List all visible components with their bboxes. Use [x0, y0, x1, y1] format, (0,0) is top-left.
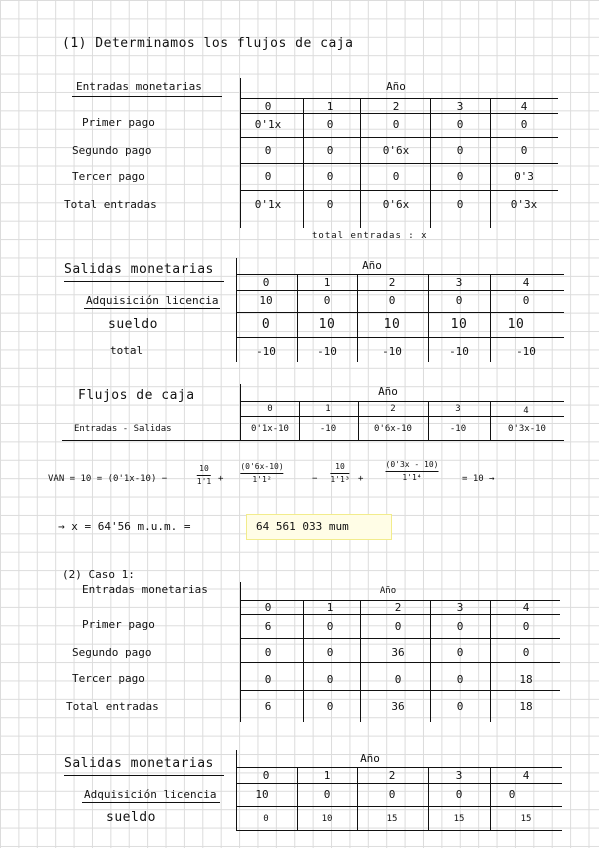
cell: 0'1x — [254, 118, 282, 131]
total-entradas-note: total entradas : x — [312, 231, 428, 241]
cell: -10 — [317, 345, 337, 358]
cell: 0 — [455, 294, 463, 307]
result-boxed: 64 561 033 mum — [256, 520, 349, 533]
row-label: Tercer pago — [72, 170, 145, 183]
van-lhs: VAN = 10 = (0'1x-10) − — [48, 474, 168, 484]
row-label: Total entradas — [66, 700, 159, 713]
year-3: 3 — [455, 769, 463, 782]
cell: 0 — [456, 700, 464, 713]
section1-title: (1) Determinamos los flujos de caja — [62, 36, 354, 51]
cell: 0 — [456, 620, 464, 633]
denominator: 1'1 — [196, 477, 212, 486]
van-fraction-3 — [330, 462, 349, 485]
row-label: sueldo — [106, 810, 156, 825]
year-label: Año — [360, 752, 380, 765]
cell: 15 — [386, 814, 398, 824]
cell: 0'3 — [514, 170, 534, 183]
row-label: Total entradas — [64, 198, 157, 211]
entradas-header: Entradas monetarias — [82, 583, 208, 596]
cell: 36 — [391, 700, 405, 713]
year-2: 2 — [394, 601, 402, 614]
row-label: sueldo — [108, 317, 158, 332]
year-0: 0 — [262, 769, 270, 782]
year-4: 4 — [522, 276, 530, 289]
cell: 6 — [264, 700, 272, 713]
row-label: Segundo pago — [72, 646, 152, 659]
cell: 0 — [323, 294, 331, 307]
cell: 0 — [261, 317, 271, 332]
year-1: 1 — [326, 100, 334, 113]
row-label: Primer pago — [82, 618, 155, 631]
year-0: 0 — [262, 276, 270, 289]
row-label: Tercer pago — [72, 672, 145, 685]
cell: 0 — [508, 788, 516, 801]
cell: 0'3x — [510, 198, 538, 211]
cell: 0 — [326, 198, 334, 211]
year-0: 0 — [267, 404, 273, 414]
numerator: 10 — [199, 464, 209, 473]
cell: 36 — [391, 646, 405, 659]
cell: 0 — [326, 118, 334, 131]
year-1: 1 — [325, 404, 331, 414]
cell: 0 — [520, 118, 528, 131]
cell: 10 — [383, 317, 401, 332]
year-2: 2 — [392, 100, 400, 113]
year-1: 1 — [323, 276, 331, 289]
row-label: Segundo pago — [72, 144, 152, 157]
entradas-header: Entradas monetarias — [76, 80, 202, 93]
cell: 0'6x-10 — [374, 424, 412, 434]
cell: -10 — [449, 424, 467, 434]
row-label: Adquisición licencia — [84, 788, 217, 801]
cell: 0 — [522, 646, 530, 659]
year-4: 4 — [522, 769, 530, 782]
row-label: Entradas - Salidas — [74, 424, 172, 434]
cell: 0 — [520, 144, 528, 157]
cell: 15 — [520, 814, 532, 824]
year-label: Año — [362, 259, 382, 272]
cell: 0 — [263, 814, 269, 824]
year-2: 2 — [388, 276, 396, 289]
salidas-header: Salidas monetarias — [64, 756, 214, 771]
cell: 10 — [507, 317, 525, 332]
section2-title: (2) Caso 1: — [62, 568, 135, 581]
numerator: (0'6x-10) — [240, 462, 284, 471]
result-text: → x = 64'56 m.u.m. = — [58, 520, 191, 533]
cell: 0 — [394, 673, 402, 686]
flujos-header: Flujos de caja — [78, 388, 195, 403]
cell: 0 — [456, 198, 464, 211]
year-2: 2 — [388, 769, 396, 782]
cell: 0 — [392, 118, 400, 131]
van-fraction-4 — [386, 460, 439, 483]
year-0: 0 — [264, 601, 272, 614]
cell: 10 — [450, 317, 468, 332]
year-3: 3 — [455, 276, 463, 289]
cell: 0 — [388, 788, 396, 801]
cell: 10 — [321, 814, 333, 824]
year-label: Año — [386, 80, 406, 93]
cell: 0 — [456, 646, 464, 659]
cell: 0 — [326, 144, 334, 157]
row-label: Adquisición licencia — [86, 294, 219, 307]
cell: 18 — [519, 673, 533, 686]
cell: 0 — [456, 144, 464, 157]
cell: 0'3x-10 — [508, 424, 546, 434]
row-label: total — [110, 344, 144, 357]
cell: 0 — [388, 294, 396, 307]
cell: -10 — [319, 424, 337, 434]
plus-sign: + — [218, 474, 224, 484]
cell: 0 — [326, 620, 334, 633]
denominator: 1'1² — [252, 475, 272, 484]
year-3: 3 — [455, 404, 461, 414]
year-3: 3 — [456, 100, 464, 113]
plus-sign: + — [358, 474, 364, 484]
year-4: 4 — [523, 406, 529, 416]
year-1: 1 — [326, 601, 334, 614]
cell: 10 — [318, 317, 336, 332]
numerator: 10 — [335, 462, 345, 471]
cell: 10 — [255, 788, 269, 801]
cell: 0 — [264, 646, 272, 659]
cell: 0'6x — [382, 144, 410, 157]
cell: 0 — [264, 673, 272, 686]
row-label: Primer pago — [82, 116, 155, 129]
cell: -10 — [516, 345, 536, 358]
cell: 0'1x-10 — [251, 424, 289, 434]
cell: 0 — [456, 118, 464, 131]
van-fraction-2 — [240, 462, 283, 485]
cell: 0 — [326, 646, 334, 659]
cell: 0 — [326, 700, 334, 713]
cell: 0 — [456, 170, 464, 183]
cell: 0 — [323, 788, 331, 801]
salidas-header: Salidas monetarias — [64, 262, 214, 277]
cell: -10 — [256, 345, 276, 358]
cell: 0 — [394, 620, 402, 633]
year-label: Año — [379, 586, 397, 596]
numerator: (0'3x - 10) — [385, 460, 439, 469]
van-rhs: = 10 → — [462, 474, 495, 484]
cell: 0'6x — [382, 198, 410, 211]
cell: 0 — [264, 170, 272, 183]
year-1: 1 — [323, 769, 331, 782]
van-fraction-1 — [197, 464, 211, 487]
year-0: 0 — [264, 100, 272, 113]
cell: -10 — [382, 345, 402, 358]
cell: 18 — [519, 700, 533, 713]
year-2: 2 — [390, 404, 396, 414]
denominator: 1'1³ — [330, 475, 350, 484]
minus-sign: − — [312, 474, 318, 484]
year-label: Año — [378, 385, 398, 398]
cell: 0 — [264, 144, 272, 157]
cell: 0 — [522, 294, 530, 307]
denominator: 1'1⁴ — [402, 473, 422, 482]
cell: 0'1x — [254, 198, 282, 211]
cell: -10 — [449, 345, 469, 358]
cell: 0 — [455, 788, 463, 801]
cell: 0 — [326, 673, 334, 686]
cell: 0 — [456, 673, 464, 686]
cell: 0 — [522, 620, 530, 633]
year-4: 4 — [522, 601, 530, 614]
cell: 6 — [264, 620, 272, 633]
cell: 10 — [259, 294, 273, 307]
cell: 0 — [326, 170, 334, 183]
year-4: 4 — [520, 100, 528, 113]
year-3: 3 — [456, 601, 464, 614]
cell: 0 — [392, 170, 400, 183]
cell: 15 — [453, 814, 465, 824]
